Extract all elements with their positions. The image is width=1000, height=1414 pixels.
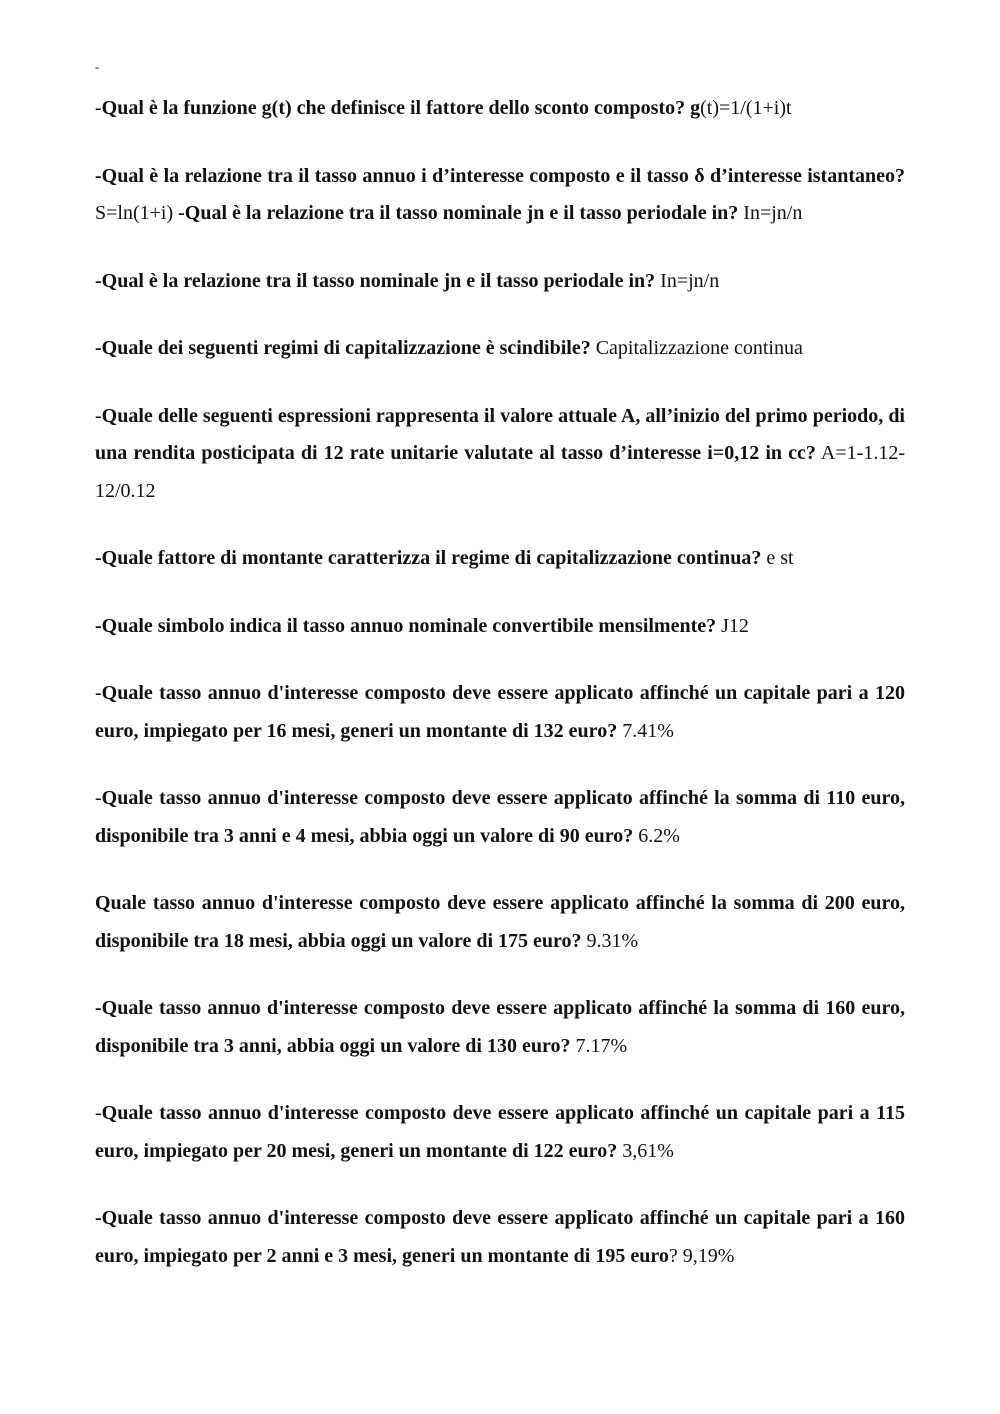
qa-item-11 [95, 990, 905, 1065]
qa-question: -Quale simbolo indica il tasso annuo nominale convertibile mensilmente? [95, 614, 717, 637]
qa-answer: 6.2% [633, 824, 680, 847]
qa-question: Qual è la funzione g(t) che definisce il fattore dello sconto composto? g [101, 97, 701, 119]
qa-item-9 [95, 780, 905, 855]
top-dash-mark: - [95, 60, 99, 74]
qa-item-12 [95, 1095, 905, 1170]
qa-question: Quale tasso annuo d'interesse composto deve essere applicato affinché la somma di 200 euro, disponibile tra 18 mesi, abbia oggi un valore di 175 euro? [95, 892, 905, 952]
qa-question: Quale delle seguenti espressioni rappresenta il valore attuale A, all’inizio del primo periodo, di una rendita posticipata di 12 rate unitarie valutate al tasso d’interesse i=0,12 in cc? [95, 404, 905, 464]
qa-answer: 7.41% [617, 719, 674, 742]
qa-prefix: - [95, 404, 102, 427]
qa-answer: 7.17% [570, 1034, 628, 1057]
qa-item-10 [95, 885, 905, 960]
qa-prefix: - [95, 682, 102, 704]
qa-prefix: - [95, 1102, 102, 1124]
qa-item-1 [95, 90, 905, 128]
qa-answer: 3,61% [617, 1139, 674, 1162]
qa-question: -Quale dei seguenti regimi di capitalizzazione è scindibile? [95, 337, 591, 359]
document-page [95, 60, 905, 1305]
qa-answer: Capitalizzazione continua [590, 337, 803, 359]
qa-answer: (t)=1/(1+i)t [700, 97, 792, 119]
qa-answer: e st [761, 547, 794, 569]
qa-item-4 [95, 330, 905, 368]
qa-answer: A=1-1.12-12/0.12 [95, 442, 905, 502]
qa-item-5 [95, 398, 905, 511]
qa-question: -Qual è la relazione tra il tasso annuo i d’interesse composto e il tasso δ d’interesse istantaneo? [95, 164, 905, 187]
qa-question: Quale tasso annuo d'interesse composto deve essere applicato affinché un capitale pari a 120 euro, impiegato per 16 mesi, generi un montante di 132 euro? [95, 682, 905, 742]
qa-question: -Quale fattore di montante caratterizza il regime di capitalizzazione continua? [95, 547, 762, 569]
qa-answer: 9.31% [581, 929, 639, 952]
qa-item-6 [95, 540, 905, 578]
qa-answer-secondary: In=jn/n [738, 202, 803, 224]
qa-question: Quale tasso annuo d'interesse composto deve essere applicato affinché un capitale pari a 115 euro, impiegato per 20 mesi, generi un montante di 122 euro? [95, 1102, 905, 1162]
qa-item-2 [95, 158, 905, 233]
qa-question: Quale tasso annuo d'interesse composto deve essere applicato affinché la somma di 110 euro, disponibile tra 3 anni e 4 mesi, abbia oggi un valore di 90 euro? [95, 787, 905, 847]
qa-answer: J12 [716, 614, 749, 637]
qa-item-3 [95, 263, 905, 301]
qa-answer: S=ln(1+i) [95, 202, 179, 224]
qa-answer: In=jn/n [655, 269, 720, 292]
qa-question: -Quale tasso annuo d'interesse composto deve essere applicato affinché un capitale pari a 160 euro, impiegato per 2 anni e 3 mesi, generi un montante di 195 euro [95, 1207, 905, 1267]
qa-question-secondary: -Qual è la relazione tra il tasso nominale jn e il tasso periodale in? [178, 202, 739, 224]
qa-item-7 [95, 608, 905, 646]
qa-question: -Quale tasso annuo d'interesse composto deve essere applicato affinché la somma di 160 euro, disponibile tra 3 anni, abbia oggi un valore di 130 euro? [95, 997, 905, 1057]
qa-item-8 [95, 675, 905, 750]
qa-answer: ? 9,19% [668, 1244, 735, 1267]
qa-item-13 [95, 1200, 905, 1275]
qa-prefix: - [95, 787, 102, 809]
qa-prefix: - [95, 97, 102, 119]
qa-question: -Qual è la relazione tra il tasso nominale jn e il tasso periodale in? [95, 269, 656, 292]
